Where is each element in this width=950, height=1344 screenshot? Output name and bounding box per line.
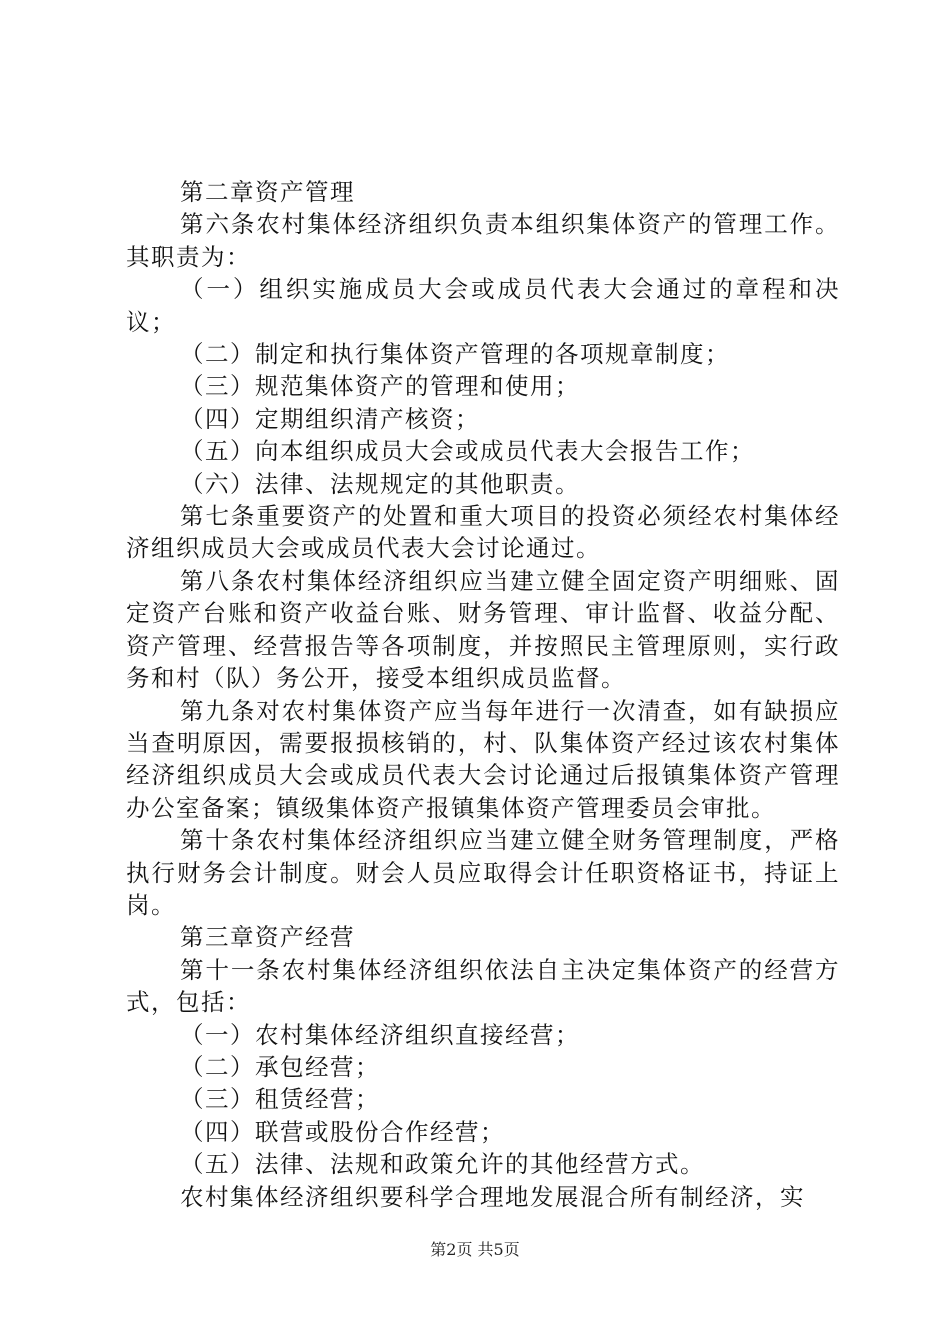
article-paragraph: 第十条农村集体经济组织应当建立健全财务管理制度，严格执行财务会计制度。财会人员应取得会计任职资格证书，持证上岗。: [126, 826, 840, 919]
list-item: （一）组织实施成员大会或成员代表大会通过的章程和决议；: [126, 275, 840, 336]
article-paragraph: 第八条农村集体经济组织应当建立健全固定资产明细账、固定资产台账和资产收益台账、财务管理、审计监督、收益分配、资产管理、经营报告等各项制度，并按照民主管理原则，实行政务和村（队）务公开，接受本组织成员监督。: [126, 566, 840, 693]
page-number-footer: 第2页 共5页: [430, 1240, 520, 1259]
chapter-heading: 第二章资产管理: [180, 178, 356, 206]
list-item: （五）法律、法规和政策允许的其他经营方式。: [180, 1150, 706, 1179]
article-paragraph: 第六条农村集体经济组织负责本组织集体资产的管理工作。其职责为：: [126, 210, 840, 271]
list-item: （二）制定和执行集体资产管理的各项规章制度；: [180, 340, 731, 369]
list-item: （三）规范集体资产的管理和使用；: [180, 372, 581, 401]
article-paragraph: 第十一条农村集体经济组织依法自主决定集体资产的经营方式，包括：: [126, 955, 840, 1017]
article-paragraph: 第七条重要资产的处置和重大项目的投资必须经农村集体经济组织成员大会或成员代表大会讨论通过。: [126, 502, 840, 563]
list-item: （三）租赁经营；: [180, 1085, 381, 1114]
article-paragraph: 农村集体经济组织要科学合理地发展混合所有制经济，实: [180, 1182, 806, 1211]
list-item: （四）定期组织清产核资；: [180, 404, 481, 433]
document-body: [126, 176, 840, 1213]
list-item: （六）法律、法规规定的其他职责。: [180, 469, 581, 498]
article-paragraph: 第九条对农村集体资产应当每年进行一次清查，如有缺损应当查明原因，需要报损核销的，村、队集体资产经过该农村集体经济组织成员大会或成员代表大会讨论通过后报镇集体资产管理办公室备案；镇级集体资产报镇集体资产管理委员会审批。: [126, 696, 840, 822]
list-item: （四）联营或股份合作经营；: [180, 1117, 506, 1146]
chapter-heading: 第三章资产经营: [180, 923, 356, 952]
list-item: （五）向本组织成员大会或成员代表大会报告工作；: [180, 437, 756, 466]
list-item: （二）承包经营；: [180, 1052, 381, 1081]
list-item: （一）农村集体经济组织直接经营；: [180, 1020, 581, 1049]
